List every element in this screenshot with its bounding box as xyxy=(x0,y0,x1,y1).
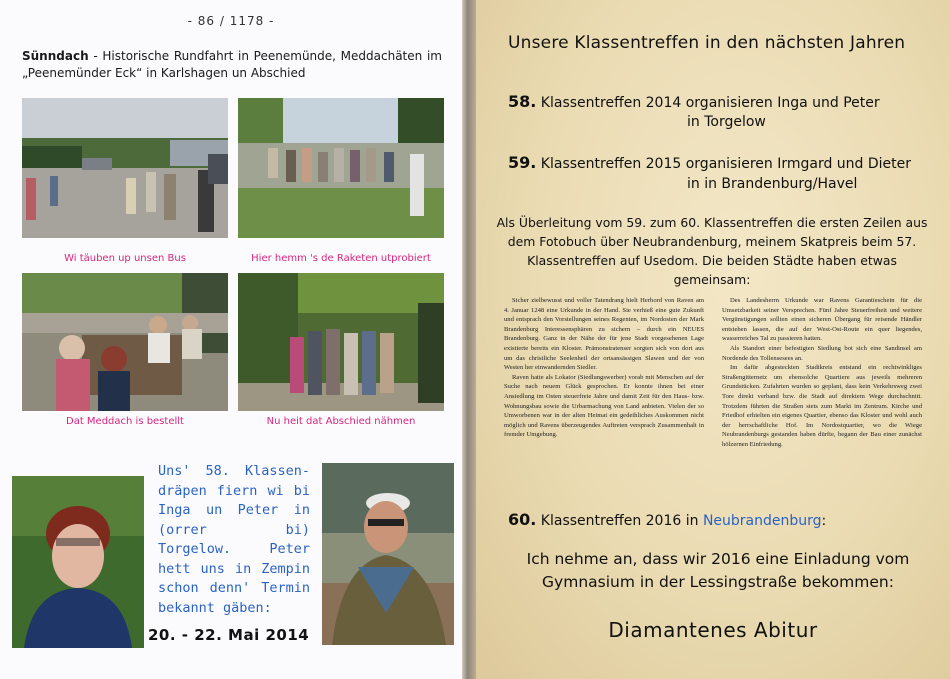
meeting-59 xyxy=(508,153,911,172)
caption-farewell: Nu heit dat Abschied nähmen xyxy=(266,416,416,427)
meeting-60-city: Neubrandenburg xyxy=(702,513,822,529)
caption-lunch: Dat Meddach is bestellt xyxy=(66,416,184,427)
meeting-60-number: 60. xyxy=(508,510,537,529)
excerpt-column-right xyxy=(722,296,922,450)
meeting-58 xyxy=(508,92,880,111)
intro-text xyxy=(22,48,442,82)
meeting-58-number: 58. xyxy=(508,92,537,111)
meeting-59-text: Klassentreffen 2015 organisieren Irmgard und Dieter xyxy=(540,156,912,172)
meeting-59-place: in in Brandenburg/Havel xyxy=(687,176,858,192)
diamond-abitur-heading: Diamantenes Abitur xyxy=(608,618,818,642)
excerpt-paragraph: Sicher zielbewusst und voller Tatendrang hielt Herbord von Raven am 4. Januar 1248 eine Urkunde in der Hand. Sie verhieß eine gute Zukunft und entsprach den Vorstellungen seines Regenten, im Nordosten der Mark Brandenburg Interessensphären zu sichern – durch ein NEUES Brandenburg. Ganz in der Nähe der für jene Stadt vorgesehenen Lage existierte bereits ein Kloster. Prämonstratenser sorgten sich von dort aus um das christliche Seelenheil der ortsansässigen Slawen und der von Westen her einwandernden Siedler. xyxy=(504,297,704,372)
meeting-59-number: 59. xyxy=(508,153,537,172)
excerpt-column-left xyxy=(504,296,704,440)
meeting-58-text: Klassentreffen 2014 organisieren Inga und Peter xyxy=(540,95,880,111)
caption-rockets: Hier hemm 's de Raketen utprobiert xyxy=(251,253,431,264)
story-date: 20. - 22. Mai 2014 xyxy=(148,626,310,644)
excerpt-paragraph: Als Standort einer befestigten Siedlung bot sich eine Sandinsel am Nordende des Tollensesees an. xyxy=(722,344,922,362)
photo-bus-stop xyxy=(22,98,228,238)
story-text: Uns' 58. Klassen-dräpen fiern wi bi Inga un Peter in (orrer bi) Torgelow. Peter hett uns in Zempin schon denn' Termin bekannt gäben: xyxy=(158,463,310,616)
page-number: - 86 / 1178 - xyxy=(187,14,275,28)
excerpt-paragraph: Im dafür abgesteckten Stadtkreis entstand ein rechtwinkliges Straßengitternetz um ebensolche Quartiere aus jeweils mehreren Grundstücken. Zufahrten wurden so geplant, dass kein Verkehrsweg zwei Tore direkt verband bzw. die Stadt auf direktem Wege durchschnitt. Trotzdem führten die Straßen stets zum Markt im Zentrum. Kirche und Friedhof erhielten ein eigenes Quartier, ebenso das Kloster und wohl auch der herrschaftliche Hof. Im Nordostquartier, wo die Wiege Neubrandenburgs gestanden haben dürfte, begann der Bau einer zunächst hölzernen Einfriedung. xyxy=(722,364,922,448)
excerpt-paragraph: Raven hatte als Lokator (Siedlungswerber) vorab mit Menschen auf der Suche nach neuem Glück gesprochen. Er konnte ihnen bei einer Ansiedlung im Osten steuerfreie Jahre und damit Zeit für den Haus- bzw. Wohnungsbau sowie die Urbarmachung von Land anbieten. Vielen der so Umworbenen war in der alten Heimat ein gedeihliches Auskommen nicht möglich und Ravens überzeugendes Auftreten versprach Zusammenhalt in fremder Umgebung. xyxy=(504,373,704,439)
meeting-59-city: in Brandenburg/Havel xyxy=(704,176,858,192)
page-title: Unsere Klassentreffen in den nächsten Jahren xyxy=(508,33,906,53)
meeting-58-place: in Torgelow xyxy=(687,114,766,130)
meeting-60-text: Klassentreffen 2016 in xyxy=(540,513,703,529)
book-gutter xyxy=(462,0,476,679)
closing-text: Ich nehme an, dass wir 2016 eine Einladung vom Gymnasium in der Lessingstraße bekommen: xyxy=(526,550,910,591)
right-page xyxy=(476,0,950,679)
meeting-60 xyxy=(508,510,826,529)
excerpt-paragraph: Des Landesherrn Urkunde war Ravens Garantieschein für die Umsetzbarkeit seiner Versprechen. Fünf Jahre Steuerfreiheit und weitere Vergünstigungen sollten einen sicheren Übergang für reisende Händler entstehen lassen, die auf der West-Ost-Route ein quer liegendes, wasserreiches Tal zu passieren hatten. xyxy=(722,297,922,343)
lead-text: Als Überleitung vom 59. zum 60. Klassentreffen die ersten Zeilen aus dem Fotobuch über Neubrandenburg, meinem Skatpreis beim 57. Klassentreffen auf Usedom. Die beiden Städte haben etwas gemeinsam: xyxy=(496,215,928,287)
photo-inga xyxy=(12,476,144,648)
photo-farewell xyxy=(238,273,444,411)
intro-day: Sünndach xyxy=(22,49,89,63)
meeting-60-suffix: : xyxy=(821,513,827,529)
caption-bus: Wi täuben up unsen Bus xyxy=(64,253,186,264)
left-page xyxy=(0,0,462,679)
intro-rest: - Historische Rundfahrt in Peenemünde, Meddachäten im „Peenemünder Eck“ in Karlshagen un Abschied xyxy=(22,49,442,80)
photo-lunch xyxy=(22,273,228,411)
photo-rocket-site xyxy=(238,98,444,238)
photo-peter xyxy=(322,463,454,645)
